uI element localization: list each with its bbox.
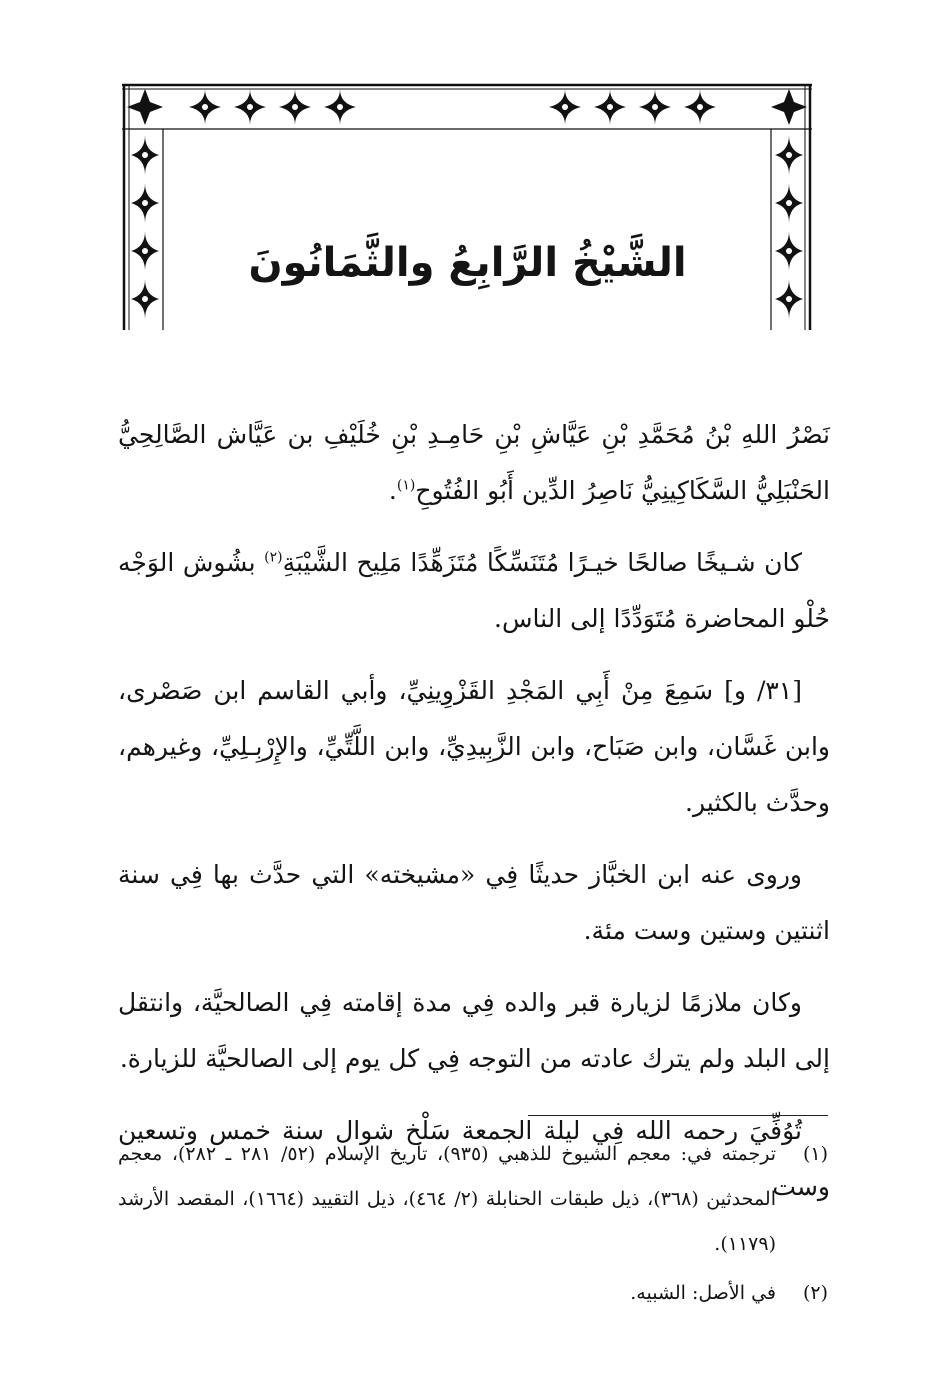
main-text [118, 407, 830, 1215]
page-title: الشَّيْخُ الرَّابِعُ والثَّمَانُونَ [248, 240, 687, 286]
footnote-ref[interactable]: (١) [396, 477, 416, 494]
paragraph: نَصْرُ اللهِ بْنُ مُحَمَّدِ بْنِ عَيَّاشِ بْنِ حَامِـدِ بْنِ خُلَيْفِ بن عَيَّاش الصَّالِحِيُّ الحَنْبَلِيُّ السَّكَاكِينِيُّ نَاصِرُ الدِّين أَبُو الفُتُوحِ$^{(١)}$. [118, 420, 830, 505]
footnote-number: (١) [802, 1143, 828, 1165]
paragraph: كان شـيخًا صالحًا خيـرًا مُتَنَسِّكًا مُتَزَهِّدًا مَلِيح الشَّيْبَةِ$^{(٢)}$ بشُوش الوَجْه حُلْو المحاضرة مُتَوَدِّدًا إلى الناس. [118, 548, 830, 633]
ornament-dot [337, 104, 343, 110]
ornament-dot [142, 152, 148, 158]
ornament-dot [247, 104, 253, 110]
footnote-text: ترجمته في: معجم الشيوخ للذهبي (٩٣٥)، تاريخ الإسلام (٥٢/ ٢٨١ ـ ٢٨٢)، معجم المحدثين (٣٦٨)، ذيل طبقات الحنابلة (٢/ ٤٦٤)، ذيل التقييد (١٦٦٤)، المقصد الأرشد (١١٧٩). [118, 1143, 777, 1255]
ornament-dot [786, 248, 792, 254]
ornament-dot [142, 296, 148, 302]
footnote-separator [528, 1115, 828, 1116]
ornament-dot [786, 152, 792, 158]
folio-marker: [٣١/ و] [724, 676, 802, 705]
ornament-dot [652, 104, 658, 110]
paragraph: وروى عنه ابن الخبَّاز حديثًا فِي «مشيخته» التي حدَّث بها فِي سنة اثنتين وستين وست مئة. [118, 860, 830, 945]
footnotes [118, 1132, 828, 1320]
footnote-text: في الأصل: الشبيه. [630, 1282, 776, 1304]
footnote [118, 1271, 828, 1316]
footnote-ref[interactable]: (٢) [264, 549, 283, 566]
ornament-dot [202, 104, 208, 110]
corner-star-ornament [127, 89, 163, 125]
corner-star-ornament [771, 89, 807, 125]
footnote-number: (٢) [802, 1282, 828, 1304]
ornament-dot [142, 200, 148, 206]
ornament-dot [786, 296, 792, 302]
footnote [118, 1132, 828, 1267]
ornament-dot [697, 104, 703, 110]
ornament-dot [786, 200, 792, 206]
ornament-dot [607, 104, 613, 110]
ornament-dot [562, 104, 568, 110]
paragraph: تُوُفِّيَ رحمه الله فِي ليلة الجمعة سَلْخ شوال سنة خمس وتسعين وست [118, 1116, 830, 1201]
paragraph: وكان ملازمًا لزيارة قبر والده فِي مدة إقامته فِي الصالحيَّة، وانتقل إلى البلد ولم يترك عادته من التوجه فِي كل يوم إلى الصالحيَّة للزيارة. [118, 988, 830, 1073]
ornament-dot [142, 248, 148, 254]
ornament-dot [292, 104, 298, 110]
paragraph: [٣١/ و] سَمِعَ مِنْ أَبِي المَجْدِ القَزْوِينِيِّ، وأبي القاسم ابن صَصْرى، وابن غَسَّان، وابن صَبَاح، وابن الزَّبِيدِيِّ، وابن اللَّتِّيِّ، والإِرْبِـلِيِّ، وغيرهم، وحدَّث بالكثير. [118, 676, 830, 817]
